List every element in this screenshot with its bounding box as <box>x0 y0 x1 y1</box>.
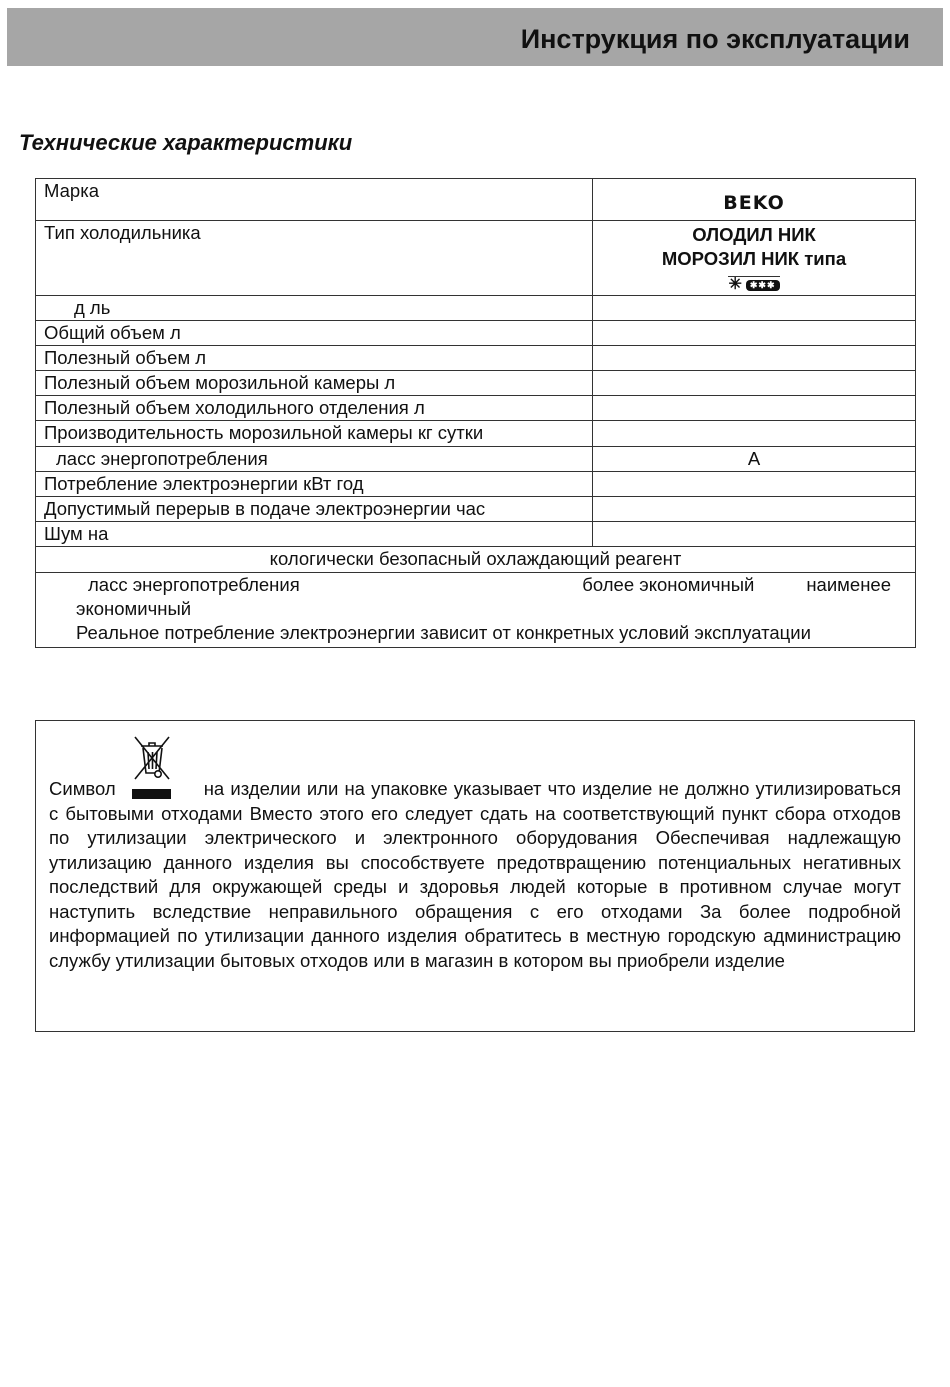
spec-value <box>593 321 916 346</box>
footnote-more-economic: более экономичный <box>582 574 755 595</box>
type-label: Тип холодильника <box>36 221 593 296</box>
weee-text-start: Символ <box>49 778 116 799</box>
spec-label: Полезный объем л <box>36 346 593 371</box>
table-row <box>36 472 916 497</box>
table-row <box>36 573 916 648</box>
table-row <box>36 179 916 221</box>
spec-value: А <box>593 447 916 472</box>
table-row <box>36 447 916 472</box>
table-row <box>36 296 916 321</box>
beko-logo: BEKO <box>723 192 785 214</box>
spec-label: Производительность морозильной камеры кг сутки <box>36 421 593 447</box>
spec-label: ласс энергопотребления <box>36 447 593 472</box>
table-row <box>36 547 916 573</box>
table-row <box>36 421 916 447</box>
type-line-2: МОРОЗИЛ НИК типа <box>661 248 847 269</box>
footnote-least: наименее <box>806 574 891 595</box>
section-title: Технические характеристики <box>19 130 353 155</box>
footnote-energy-class: ласс энергопотребления <box>88 574 300 595</box>
table-row <box>36 221 916 296</box>
brand-cell <box>593 179 916 221</box>
crossed-out-wheelie-bin-icon <box>132 735 172 781</box>
footnote-economic: экономичный <box>76 598 192 619</box>
table-row <box>36 371 916 396</box>
spec-label: Потребление электроэнергии кВт год <box>36 472 593 497</box>
refrigerant-note: кологически безопасный охлаждающий реагент <box>36 547 916 573</box>
weee-text-body: на изделии или на упаковке указывает что изделие не должно утилизироваться с бытовыми отходами Вместо этого его следует сдать на соответствующий пункт сбора отходов по утилизации электрического и электронного оборудования Обеспечивая надлежащую утилизацию данного изделия вы способствуете предотвращению потенциальных негативных последствий для окружающей среды и здоровья людей которые в противном случае могут наступить вследствие неправильного обращения с его отходами За более подробной информацией по утилизации данного изделия обратитесь в местную городскую администрацию службу утилизации бытовых отходов или в магазин в котором вы приобрели изделие <box>49 778 901 971</box>
spec-value <box>593 522 916 547</box>
snowflake-icon: ✳ <box>728 276 742 293</box>
type-line-1: ОЛОДИЛ НИК <box>692 224 816 245</box>
brand-label: Марка <box>36 179 593 221</box>
type-cell <box>593 221 916 296</box>
table-row <box>36 396 916 421</box>
footnotes-cell <box>36 573 916 648</box>
spec-label: д ль <box>36 296 593 321</box>
three-star-icon: ✱✱✱ <box>746 280 780 291</box>
star-rating-symbol <box>728 276 779 292</box>
footnote-real-consumption: Реальное потребление электроэнергии зависит от конкретных условий эксплуатации <box>76 622 811 643</box>
table-row <box>36 497 916 522</box>
spec-label: Шум на <box>36 522 593 547</box>
spec-value <box>593 346 916 371</box>
spec-value <box>593 371 916 396</box>
table-row <box>36 346 916 371</box>
spec-label: Общий объем л <box>36 321 593 346</box>
weee-paragraph <box>49 777 901 973</box>
weee-notice <box>35 720 915 1032</box>
spec-label: Допустимый перерыв в подаче электроэнергии час <box>36 497 593 522</box>
spec-value <box>593 497 916 522</box>
spec-value <box>593 421 916 447</box>
table-row <box>36 522 916 547</box>
spec-label: Полезный объем морозильной камеры л <box>36 371 593 396</box>
page-header-title: Инструкция по эксплуатации <box>520 24 910 54</box>
table-row <box>36 321 916 346</box>
spec-table <box>35 178 916 648</box>
spec-value <box>593 396 916 421</box>
spec-label: Полезный объем холодильного отделения л <box>36 396 593 421</box>
spec-value <box>593 296 916 321</box>
spec-value <box>593 472 916 497</box>
header-bar <box>7 8 943 66</box>
